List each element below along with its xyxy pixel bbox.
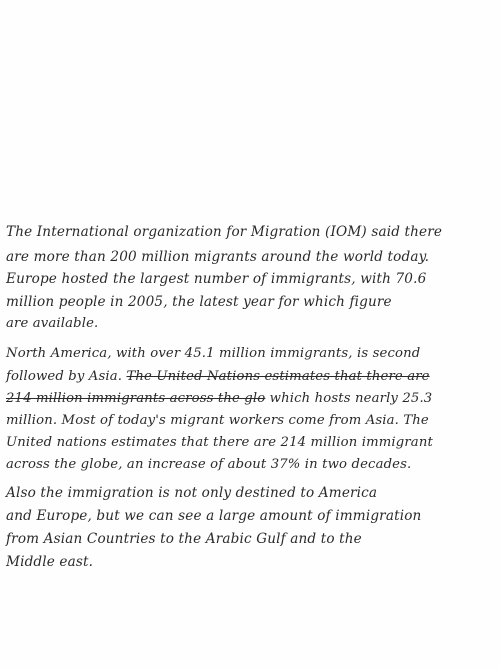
paragraph-1-line-2: are more than 200 million migrants around the world today. xyxy=(6,249,430,265)
struck-out-text: The United Nations estimates that there are xyxy=(126,369,430,384)
paragraph-1-line-3: Europe hosted the largest number of immigrants, with 70.6 xyxy=(6,271,427,287)
paragraph-1-line-5: are available. xyxy=(6,316,99,331)
paragraph-2-line-1: North America, with over 45.1 million immigrants, is second xyxy=(6,346,421,361)
paragraph-3-line-4: Middle east. xyxy=(6,554,94,570)
struck-out-text: 214 million immigrants across the glo xyxy=(6,391,266,406)
paragraph-1-line-4: million people in 2005, the latest year for which figure xyxy=(6,294,392,310)
paragraph-3-line-1: Also the immigration is not only destined to America xyxy=(6,485,378,501)
paragraph-2-line-2 xyxy=(6,368,430,386)
paragraph-2-line-5: United nations estimates that there are 214 million immigrant xyxy=(6,435,433,450)
paragraph-2-line-3 xyxy=(6,390,432,408)
paragraph-1-line-1: The International organization for Migration (IOM) said there xyxy=(6,224,443,240)
paragraph-3-line-3: from Asian Countries to the Arabic Gulf and to the xyxy=(6,531,362,547)
paragraph-2-line-4: million. Most of today's migrant workers come from Asia. The xyxy=(6,413,429,428)
paragraph-2-line-6: across the globe, an increase of about 37% in two decades. xyxy=(6,457,412,472)
line-2-text: followed by Asia. xyxy=(6,369,123,384)
line-3-text: which hosts nearly 25.3 xyxy=(269,391,433,406)
paragraph-3-line-2: and Europe, but we can see a large amount of immigration xyxy=(6,508,422,524)
